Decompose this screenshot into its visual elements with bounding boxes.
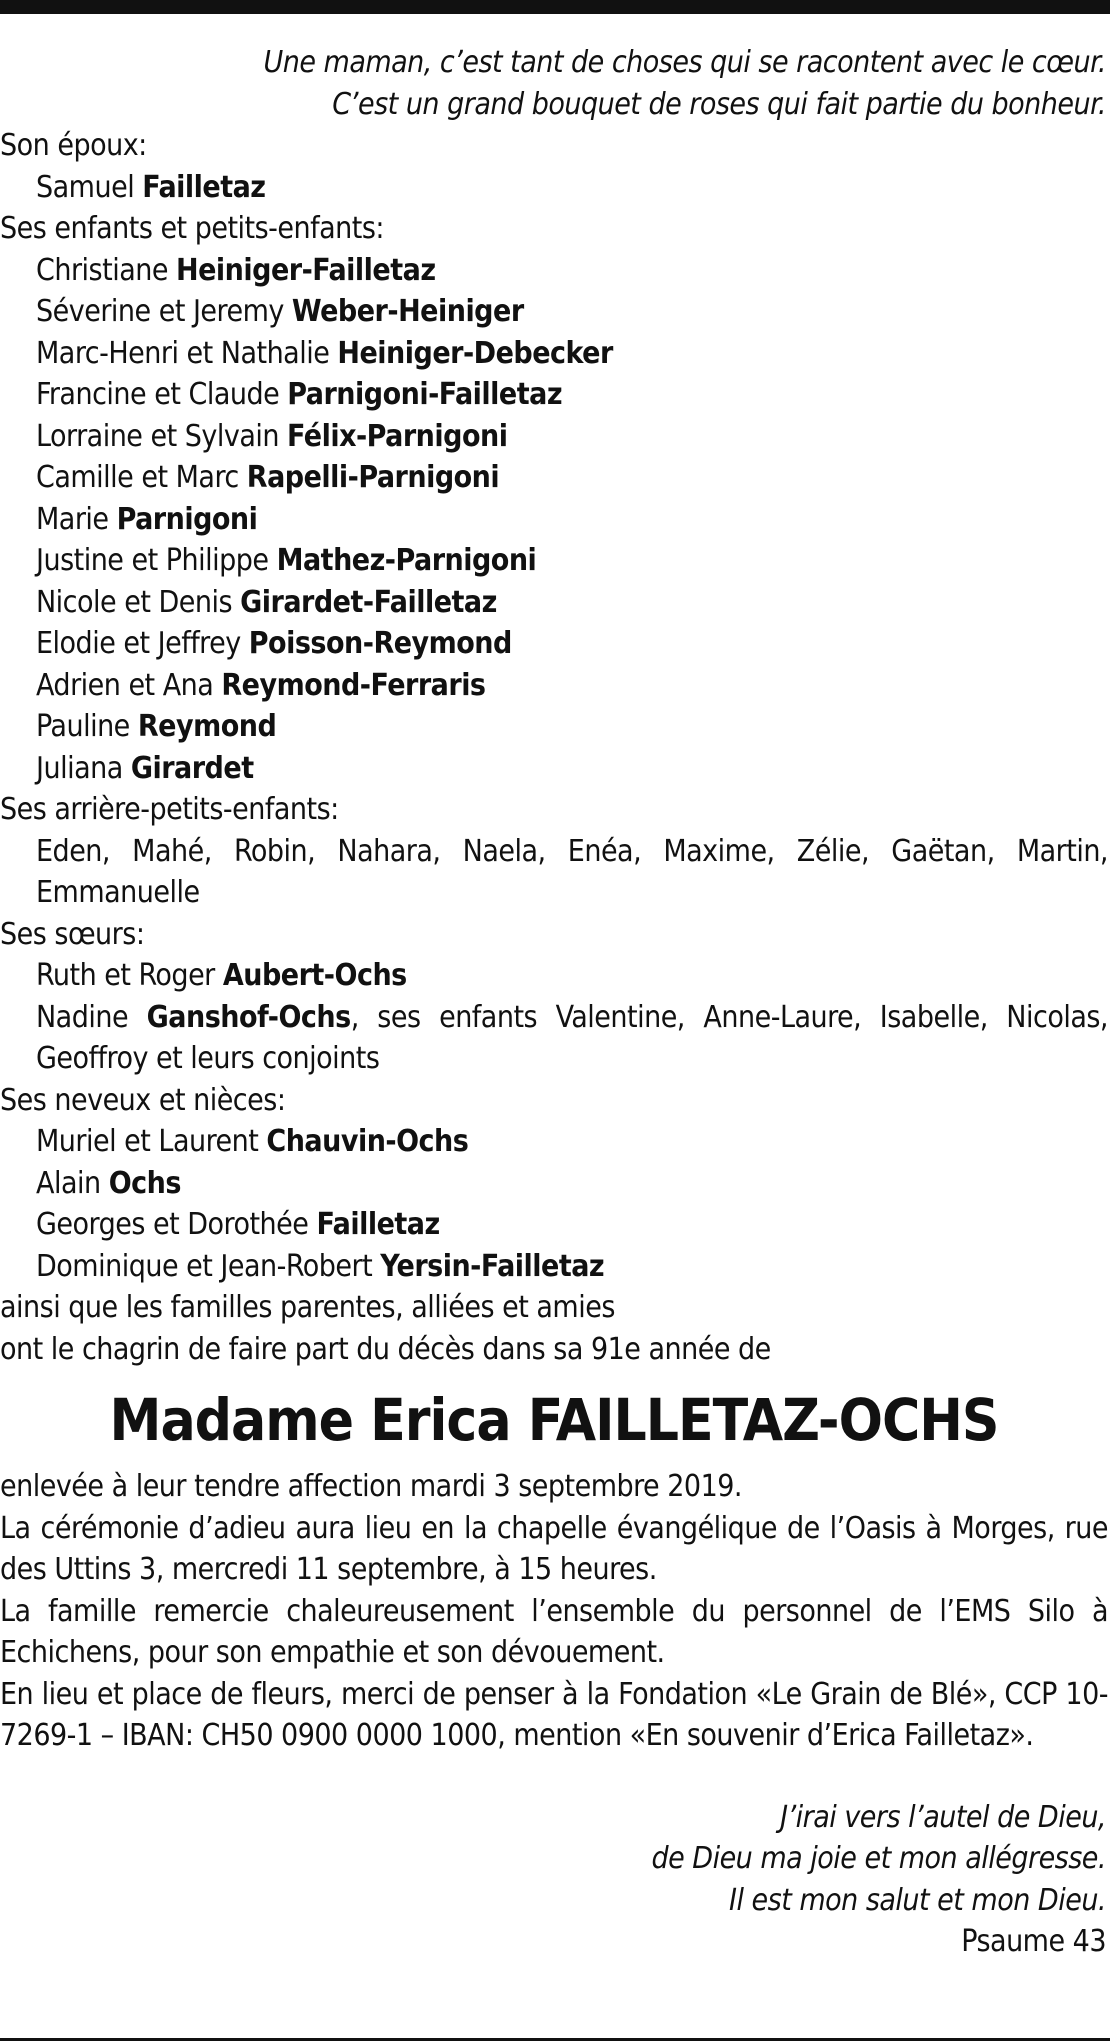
child-entry — [0, 623, 1108, 665]
nephew-entry — [0, 1246, 1108, 1288]
first-names: Nicole et Denis — [36, 584, 241, 620]
opening-quote-line: Une maman, c’est tant de choses qui se racontent avec le cœur. — [263, 45, 1106, 80]
family-name: Heiniger-Debecker — [337, 335, 613, 371]
great-grandchildren-names: Eden, Mahé, Robin, Nahara, Naela, Enéa, Maxime, Zélie, Gaëtan, Martin, Emmanuelle — [36, 833, 1108, 910]
family-name: Girardet — [130, 750, 254, 786]
first-names: Lorraine et Sylvain — [36, 418, 288, 454]
opening-quote — [0, 42, 1108, 125]
first-names: Marc-Henri et Nathalie — [36, 335, 338, 371]
bottom-border-rule — [0, 2038, 1110, 2041]
first-names: Juliana — [36, 750, 131, 786]
first-names: Dominique et Jean-Robert — [36, 1248, 381, 1284]
family-name: Girardet-Failletaz — [240, 584, 497, 620]
ceremony-paragraph: La cérémonie d’adieu aura lieu en la chapelle évangélique de l’Oasis à Morges, rue des Uttins 3, mercredi 11 septembre, à 15 heures. — [0, 1510, 1108, 1587]
child-entry — [0, 706, 1108, 748]
psalm-reference: Psaume 43 — [961, 1924, 1106, 1959]
nephew-entry — [0, 1204, 1108, 1246]
family-name: Mathez-Parnigoni — [276, 543, 537, 578]
family-name: Weber-Heiniger — [291, 294, 524, 329]
family-name: Ganshof-Ochs — [146, 999, 351, 1035]
spouse-entry — [0, 167, 1108, 209]
child-entry — [0, 499, 1108, 541]
child-entry — [0, 333, 1108, 375]
sister-family-details: , ses enfants Valentine, Anne-Laure, Isabelle, Nicolas, Geoffroy et leurs conjoints — [36, 999, 1109, 1076]
thanks-paragraph: La famille remercie chaleureusement l’ensemble du personnel de l’EMS Silo à Echichens, pour son empathie et son dévouement. — [0, 1593, 1108, 1670]
spouse-heading: Son époux: — [0, 128, 147, 163]
child-entry — [0, 582, 1108, 624]
first-names: Adrien et Ana — [36, 667, 222, 703]
family-name: Yersin-Failletaz — [380, 1248, 605, 1284]
child-entry — [0, 374, 1108, 416]
family-name: Chauvin-Ochs — [266, 1124, 469, 1159]
family-name: Reymond-Ferraris — [221, 667, 486, 703]
great-grandchildren-heading: Ses arrière-petits-enfants: — [0, 792, 339, 827]
first-names: Francine et Claude — [36, 377, 288, 412]
closing-quote — [0, 1797, 1108, 1922]
family-name: Failletaz — [142, 169, 266, 205]
first-names: Pauline — [36, 709, 138, 744]
opening-quote-line: C’est un grand bouquet de roses qui fait partie du bonheur. — [332, 86, 1106, 122]
family-name: Heiniger-Failletaz — [176, 252, 436, 288]
first-names: Séverine et Jeremy — [36, 294, 292, 329]
child-entry — [0, 540, 1108, 582]
family-name: Félix-Parnigoni — [287, 418, 508, 454]
first-names: Elodie et Jeffrey — [36, 626, 249, 661]
family-name: Rapelli-Parnigoni — [246, 460, 500, 495]
first-names: Alain — [36, 1165, 109, 1201]
family-name: Aubert-Ochs — [222, 958, 407, 993]
nephew-entry — [0, 1121, 1108, 1163]
child-entry — [0, 416, 1108, 458]
sister-entry — [0, 955, 1108, 997]
closing-line: ont le chagrin de faire part du décès dans sa 91e année de — [0, 1331, 771, 1367]
first-names: Georges et Dorothée — [36, 1207, 317, 1242]
sister-entry — [0, 997, 1108, 1080]
obituary-notice — [0, 42, 1108, 1963]
closing-line: ainsi que les familles parentes, alliées et amies — [0, 1290, 615, 1325]
family-name: Poisson-Reymond — [248, 626, 512, 661]
family-name: Ochs — [108, 1165, 181, 1201]
closing-quote-line: Il est mon salut et mon Dieu. — [729, 1882, 1106, 1918]
child-entry — [0, 250, 1108, 292]
first-names: Justine et Philippe — [36, 543, 277, 578]
closing-quote-line: J’irai vers l’autel de Dieu, — [780, 1799, 1106, 1835]
nephews-heading: Ses neveux et nièces: — [0, 1082, 286, 1118]
child-entry — [0, 291, 1108, 333]
first-names: Christiane — [36, 252, 177, 288]
death-date-paragraph: enlevée à leur tendre affection mardi 3 septembre 2019. — [0, 1469, 742, 1504]
family-name: Parnigoni — [116, 501, 258, 537]
sisters-heading: Ses sœurs: — [0, 916, 145, 952]
first-names: Samuel — [36, 169, 143, 205]
top-border-bar — [0, 0, 1110, 14]
children-heading: Ses enfants et petits-enfants: — [0, 211, 385, 246]
child-entry — [0, 748, 1108, 790]
nephew-entry — [0, 1163, 1108, 1205]
deceased-name: Madame Erica FAILLETAZ-OCHS — [109, 1386, 999, 1454]
family-name: Failletaz — [316, 1207, 440, 1242]
child-entry — [0, 457, 1108, 499]
donation-paragraph: En lieu et place de fleurs, merci de penser à la Fondation «Le Grain de Blé», CCP 10-7269-1 – IBAN: CH50 0900 0000 1000, mention «En souvenir d’Erica Failletaz». — [0, 1676, 1108, 1753]
closing-quote-line: de Dieu ma joie et mon allégresse. — [651, 1841, 1106, 1876]
family-name: Parnigoni-Failletaz — [287, 377, 563, 412]
first-names: Camille et Marc — [36, 460, 247, 495]
first-names: Muriel et Laurent — [36, 1124, 267, 1159]
child-entry — [0, 665, 1108, 707]
family-name: Reymond — [137, 709, 277, 744]
first-names: Marie — [36, 501, 117, 537]
first-names: Ruth et Roger — [36, 958, 223, 993]
first-names: Nadine — [36, 999, 147, 1035]
